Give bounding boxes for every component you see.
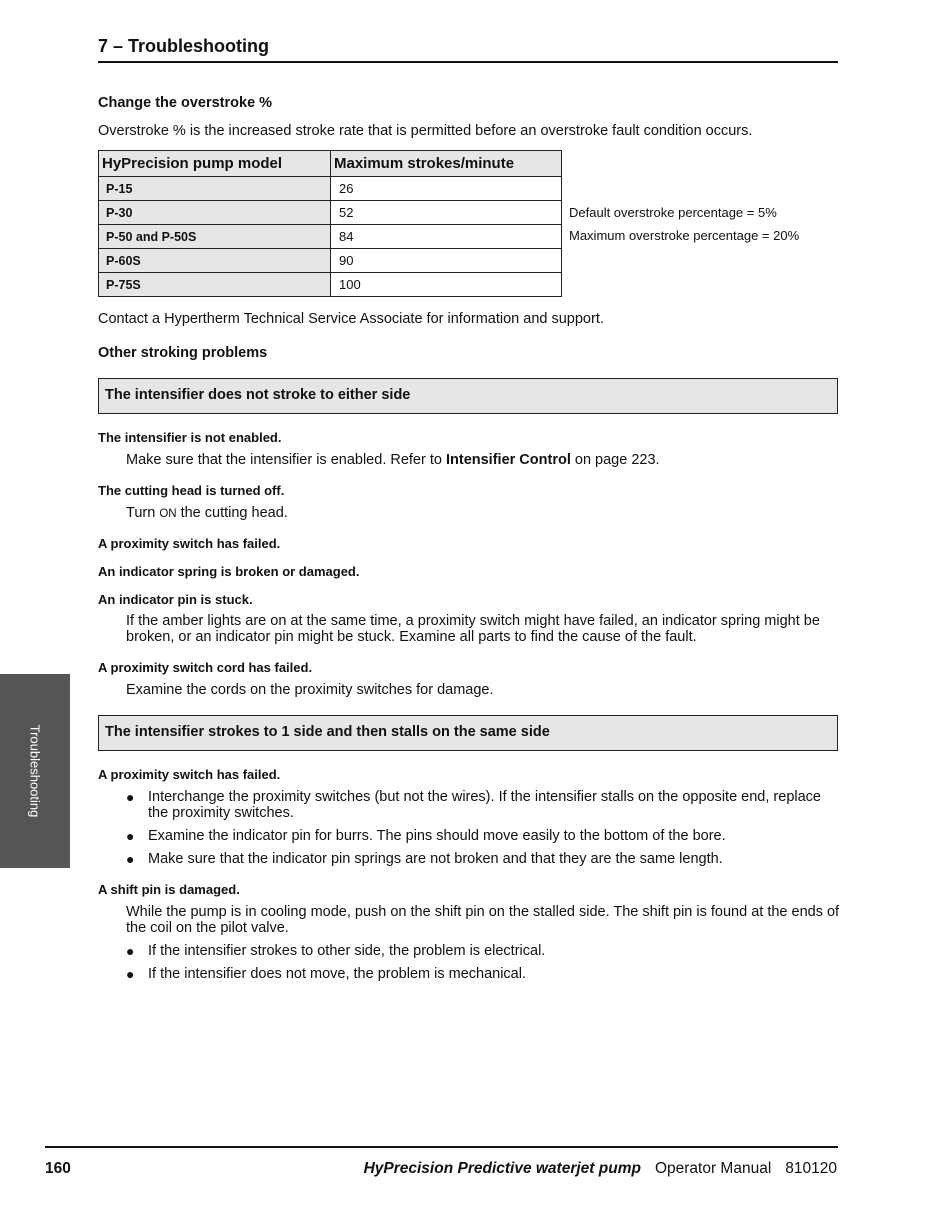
table-header-strokes: Maximum strokes/minute: [331, 151, 562, 177]
footer-divider: [45, 1146, 838, 1148]
other-problems-heading: Other stroking problems: [98, 345, 268, 361]
table-header-row: [99, 151, 562, 177]
cause-text-part: the cutting head.: [176, 505, 288, 521]
list-item: If the intensifier strokes to other side, the problem is electrical.: [148, 943, 546, 959]
list-item: Examine the indicator pin for burrs. The pins should move easily to the bottom of the bore.: [148, 828, 726, 844]
section-title: 7 – Troubleshooting: [98, 36, 270, 56]
header-divider: [98, 61, 838, 63]
table-row: [99, 273, 562, 297]
cause-title: A proximity switch has failed.: [98, 536, 281, 551]
table-cell-value: 26: [331, 177, 562, 201]
bullet-icon: ●: [126, 966, 135, 982]
cause-text-part: Make sure that the intensifier is enabled. Refer to: [126, 452, 446, 468]
table-cell-model: P-15: [99, 177, 331, 201]
on-keyword: ON: [159, 508, 177, 520]
cause-title: A proximity switch has failed.: [98, 767, 281, 782]
table-cell-value: 52: [331, 201, 562, 225]
table-cell-model: P-75S: [99, 273, 331, 297]
table-row: [99, 249, 562, 273]
contact-text: Contact a Hypertherm Technical Service Associate for information and support.: [98, 311, 604, 327]
intensifier-control-reference: Intensifier Control: [445, 452, 571, 468]
list-item: Interchange the proximity switches (but not the wires). If the intensifier stalls on the opposite end, replace the proximity switches.: [148, 789, 821, 821]
side-tab-label: Troubleshooting: [27, 724, 43, 818]
table-cell-value: 90: [331, 249, 562, 273]
cause-text: If the amber lights are on at the same time, a proximity switch might have failed, an indicator spring might be broken, or an indicator pin might be stuck. Examine all parts to find the cause of the fault.: [126, 613, 820, 645]
table-row: [99, 177, 562, 201]
list-item: If the intensifier does not move, the problem is mechanical.: [148, 966, 526, 982]
cause-text: Examine the cords on the proximity switches for damage.: [126, 682, 494, 698]
cause-text: While the pump is in cooling mode, push on the shift pin on the stalled side. The shift pin is found at the ends of the coil on the pilot valve.: [126, 904, 840, 936]
cause-title: An indicator spring is broken or damaged.: [98, 564, 360, 579]
table-cell-model: P-30: [99, 201, 331, 225]
pump-strokes-table: [98, 150, 562, 297]
cause-title: An indicator pin is stuck.: [98, 592, 253, 607]
list-item: Make sure that the indicator pin springs are not broken and that they are the same length.: [148, 851, 723, 867]
chapter-side-tab: [0, 674, 70, 868]
table-cell-value: 100: [331, 273, 562, 297]
overstroke-heading: Change the overstroke %: [98, 95, 273, 111]
page-number: 160: [45, 1160, 71, 1177]
document-number: 810120: [785, 1160, 837, 1177]
table-row: [99, 201, 562, 225]
cause-text: [126, 505, 841, 522]
bullet-icon: ●: [126, 789, 135, 805]
problem-title: The intensifier does not stroke to either side: [105, 387, 411, 403]
cause-title: The intensifier is not enabled.: [98, 430, 282, 445]
cause-text-part: Turn: [126, 505, 160, 521]
table-row: [99, 225, 562, 249]
table-cell-model: P-60S: [99, 249, 331, 273]
cause-text: [126, 452, 841, 468]
max-overstroke-note: Maximum overstroke percentage = 20%: [569, 228, 800, 243]
product-name: HyPrecision Predictive waterjet pump: [363, 1160, 641, 1177]
bullet-icon: ●: [126, 828, 135, 844]
cause-title: A shift pin is damaged.: [98, 882, 240, 897]
cause-title: A proximity switch cord has failed.: [98, 660, 313, 675]
table-header-model: HyPrecision pump model: [99, 151, 331, 177]
table-cell-value: 84: [331, 225, 562, 249]
problem-box-no-stroke: [98, 378, 838, 414]
document-type: Operator Manual: [654, 1160, 772, 1177]
problem-title: The intensifier strokes to 1 side and then stalls on the same side: [105, 724, 550, 740]
cause-text-part: on page 223.: [570, 452, 660, 468]
default-overstroke-note: Default overstroke percentage = 5%: [569, 205, 777, 220]
bullet-icon: ●: [126, 943, 135, 959]
bullet-icon: ●: [126, 851, 135, 867]
cause-title: The cutting head is turned off.: [98, 483, 285, 498]
table-cell-model: P-50 and P-50S: [99, 225, 331, 249]
problem-box-stalls: [98, 715, 838, 751]
footer-doc-info: [364, 1160, 837, 1178]
overstroke-intro: Overstroke % is the increased stroke rate that is permitted before an overstroke fault condition occurs.: [98, 123, 753, 139]
